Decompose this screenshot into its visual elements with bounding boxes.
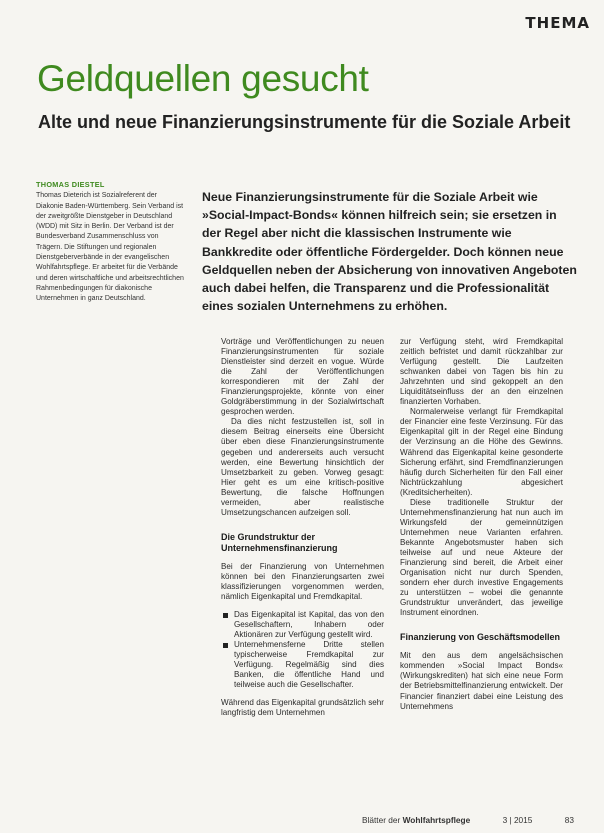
paragraph: Normalerweise verlangt für Fremdkapital der Financier eine feste Verzinsung. Für das Eigenkapital gilt in der Regel eine Bindung der Verzinsung an die Höhe des Gewinns. Während das Eigenkapital keine gesonderte Sicherung erfährt, sind Fremdfinanzierungen häufig durch Sicherheiten für den Fall einer Nichtrückzahlung abgesichert (Kreditsicherheiten). bbox=[400, 407, 563, 497]
section-tag: THEMA bbox=[525, 14, 590, 32]
paragraph: zur Verfügung steht, wird Fremdkapital zeitlich befristet und damit rückzahlbar zur Verfügung gestellt. Die Laufzeiten schwanken dabei von Tagen bis hin zu Jahrzehnten und sind gekoppelt an den Liquiditätseinfluss der an den einzelnen finanzierten Vorhaben. bbox=[400, 337, 563, 407]
body-column-2 bbox=[400, 337, 563, 712]
author-box bbox=[36, 180, 186, 305]
article-title: Geldquellen gesucht bbox=[37, 58, 369, 99]
author-bio: Thomas Dieterich ist Sozialreferent der Diakonie Baden-Württemberg. Sein Verband ist der zweitgrößte Dienstgeber in Deutschland (WDD) mit Sitz in Berlin. Der Verband ist der Bundesverband Zusammenschluss von Trägern. Die Stiftungen und regionalen Dienstgeberverbände in der evangelischen Wohlfahrtspflege. Er arbeitet für die Verbände und deren wirtschaftliche und arbeitsrechtlichen Rahmenbedingungen für diakonische Unternehmen in ganz Deutschland. bbox=[36, 192, 184, 303]
list-item: Unternehmensferne Dritte stellen typischerweise Fremdkapital zur Verfügung. Regelmäßig sind dies Banken, die öffentliche Hand und teilweise auch die Gesellschafter. bbox=[221, 640, 384, 690]
section-heading: Finanzierung von Geschäftsmodellen bbox=[400, 632, 561, 643]
page-number: 83 bbox=[564, 815, 574, 825]
bullet-list bbox=[221, 610, 384, 690]
author-name: THOMAS DIESTEL bbox=[36, 180, 105, 189]
paragraph: Bei der Finanzierung von Unternehmen können bei den Finanzierungsarten zwei klassifizierungen vorgenommen werden, nämlich Eigenkapital und Fremdkapital. bbox=[221, 561, 384, 601]
article-subtitle: Alte und neue Finanzierungsinstrumente für die Soziale Arbeit bbox=[38, 112, 571, 132]
paragraph: Diese traditionelle Struktur der Unternehmensfinanzierung hat nun auch im Wirkungsfeld der gemeinnützigen Unternehmen neue Varianten erfahren. Bekannte Angebotsmuster haben sich teilweise auf und neue Akteure der Finanzierung sind bereit, die Arbeit einer Organisation nicht nur durch Spenden, sondern eher durch investive Engagements zu unterstützen – wobei die genannte Grundstruktur unverändert, das jeweilige Instrument einordnen. bbox=[400, 497, 563, 618]
list-item: Das Eigenkapital ist Kapital, das von den Gesellschaftern, Inhabern oder Aktionären zur Verfügung gestellt wird. bbox=[221, 610, 384, 640]
page-footer bbox=[362, 815, 574, 825]
paragraph: Da dies nicht festzustellen ist, soll in diesem Beitrag einerseits eine Übersicht über eben diese Finanzierungsinstrumente gegeben und andererseits auch versucht werden, eine Bewertung hinsichtlich der Umsetzbarkeit zu geben. Vorweg gesagt: Hier geht es um eine kritisch-positive Bewertung, die falsche Hoffnungen vermeiden, aber realistische Umsetzungschancen aufzeigen soll. bbox=[221, 417, 384, 517]
body-column-1 bbox=[221, 337, 384, 719]
lead-paragraph: Neue Finanzierungsinstrumente für die Soziale Arbeit wie »Social-Impact-Bonds« können hilfreich sein; sie ersetzen in der Regel aber nicht die klassischen Instrumente wie Bankkredite oder öffentliche Fördergelder. Doch können neue Geldquellen neben der Absicherung von innovativen Angeboten auch dabei helfen, die Transparenz und die Professionalität eines sozialen Unternehmens zu erhöhen. bbox=[202, 190, 577, 314]
journal-name: Blätter der Wohlfahrtspflege bbox=[362, 815, 471, 825]
paragraph: Vorträge und Veröffentlichungen zu neuen Finanzierungsinstrumenten für soziale Dienstleister sind derzeit en vogue. Würde die Zahl der Veröffentlichungen korrespondieren mit der Zahl der Finanzierungsprojekte, könnte von einer Goldgräberstimmung in der Sozialwirtschaft gesprochen werden. bbox=[221, 337, 384, 417]
paragraph: Mit den aus dem angelsächsischen kommenden »Social Impact Bonds« (Wirkungskrediten) hat sich eine neue Form der Betriebsmittelfinanzierung entwickelt. Der Financier finanziert dabei eine Leistung des Unternehmens bbox=[400, 651, 563, 711]
issue-number: 3 | 2015 bbox=[502, 815, 533, 825]
section-heading: Die Grundstruktur der Unternehmensfinanzierung bbox=[221, 531, 338, 553]
paragraph: Während das Eigenkapital grundsätzlich sehr langfristig dem Unternehmen bbox=[221, 698, 384, 718]
